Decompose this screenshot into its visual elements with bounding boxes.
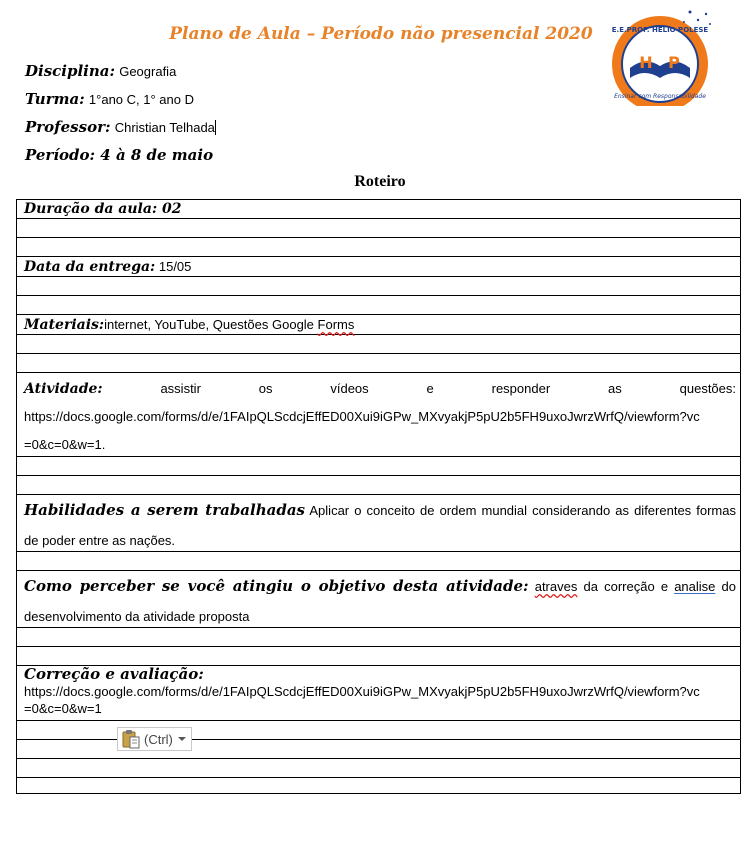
como-mid: da correção e [577, 579, 675, 594]
correcao-label: Correção e avaliação: [24, 665, 204, 683]
turma-value[interactable]: 1°ano C, 1° ano D [88, 92, 194, 107]
professor-value[interactable]: Christian Telhada [114, 120, 215, 135]
chevron-down-icon [178, 737, 186, 741]
row-materiais [24, 317, 736, 333]
page-title: Plano de Aula – Período não presencial 2020 [169, 24, 593, 44]
como-value-2[interactable]: desenvolvimento da atividade proposta [24, 609, 250, 624]
materiais-label: Materiais: [24, 317, 105, 333]
row-como-perceber [24, 571, 736, 632]
atividade-word: responder [491, 381, 551, 396]
lesson-table [16, 199, 741, 794]
paste-options-button[interactable] [117, 727, 192, 751]
logo-initial-h: H [639, 53, 653, 72]
clipboard-icon [120, 728, 142, 750]
correcao-link-line-1[interactable]: https://docs.google.com/forms/d/e/1FAIpQLScdcjEffED00Xui9iGPw_MXvyakjP5pU2b5FH9uxoJwrzWrfQ/viewform?vc [24, 684, 700, 699]
atividade-link-line-2[interactable]: =0&c=0&w=1. [24, 437, 106, 452]
professor-label: Professor: [25, 118, 111, 136]
atividade-line-1 [24, 375, 736, 403]
habilidades-value-1[interactable]: Aplicar o conceito de ordem mundial considerando as diferentes formas [309, 503, 736, 518]
atividade-word: vídeos [330, 381, 369, 396]
como-line-1 [24, 571, 736, 602]
field-turma [25, 90, 194, 108]
habilidades-line-1 [24, 495, 736, 526]
row-entrega [24, 259, 736, 275]
row-atividade [24, 375, 736, 459]
correcao-link-line-2[interactable]: =0&c=0&w=1 [24, 701, 102, 716]
section-title: Roteiro [354, 173, 406, 190]
field-disciplina [25, 62, 176, 80]
atividade-word: e [426, 381, 434, 396]
atividade-label: Atividade: [24, 381, 103, 397]
como-analise-word[interactable]: analise [674, 579, 716, 594]
atividade-word: assistir [160, 381, 201, 396]
logo-initial-p: P [668, 53, 680, 72]
text-cursor [215, 120, 216, 135]
duracao-label: Duração da aula: 02 [24, 201, 182, 217]
como-label: Como perceber se você atingiu o objetivo desta atividade: [24, 577, 529, 595]
turma-label: Turma: [25, 90, 85, 108]
materiais-value[interactable]: internet, YouTube, Questões Google [104, 317, 318, 332]
row-habilidades [24, 495, 736, 556]
atividade-link-line-1[interactable]: https://docs.google.com/forms/d/e/1FAIpQLScdcjEffED00Xui9iGPw_MXvyakjP5pU2b5FH9uxoJwrzWrfQ/viewform?vc [24, 409, 700, 424]
como-atraves-word[interactable]: atraves [534, 579, 578, 594]
entrega-value[interactable]: 15/05 [158, 259, 192, 274]
row-correcao [24, 666, 736, 717]
paste-options-label: (Ctrl) [144, 731, 173, 747]
materiais-forms-word[interactable]: Forms [317, 317, 355, 332]
habilidades-label: Habilidades a serem trabalhadas [24, 501, 306, 519]
como-end: do [715, 579, 736, 594]
periodo-label: Período: 4 à 8 de maio [25, 146, 214, 164]
field-professor [25, 118, 216, 136]
logo-top-text: E.E.PROF. HELIO POLESE [611, 26, 709, 34]
habilidades-value-2[interactable]: de poder entre as nações. [24, 533, 176, 548]
disciplina-label: Disciplina: [25, 62, 116, 80]
disciplina-value[interactable]: Geografia [119, 64, 177, 79]
school-logo [608, 6, 718, 106]
atividade-word: as [608, 381, 622, 396]
logo-bottom-text: Ensinar com Responsabilidade [614, 93, 706, 100]
entrega-label: Data da entrega: [24, 259, 156, 275]
atividade-word: os [258, 381, 273, 396]
atividade-word: questões: [679, 381, 736, 396]
